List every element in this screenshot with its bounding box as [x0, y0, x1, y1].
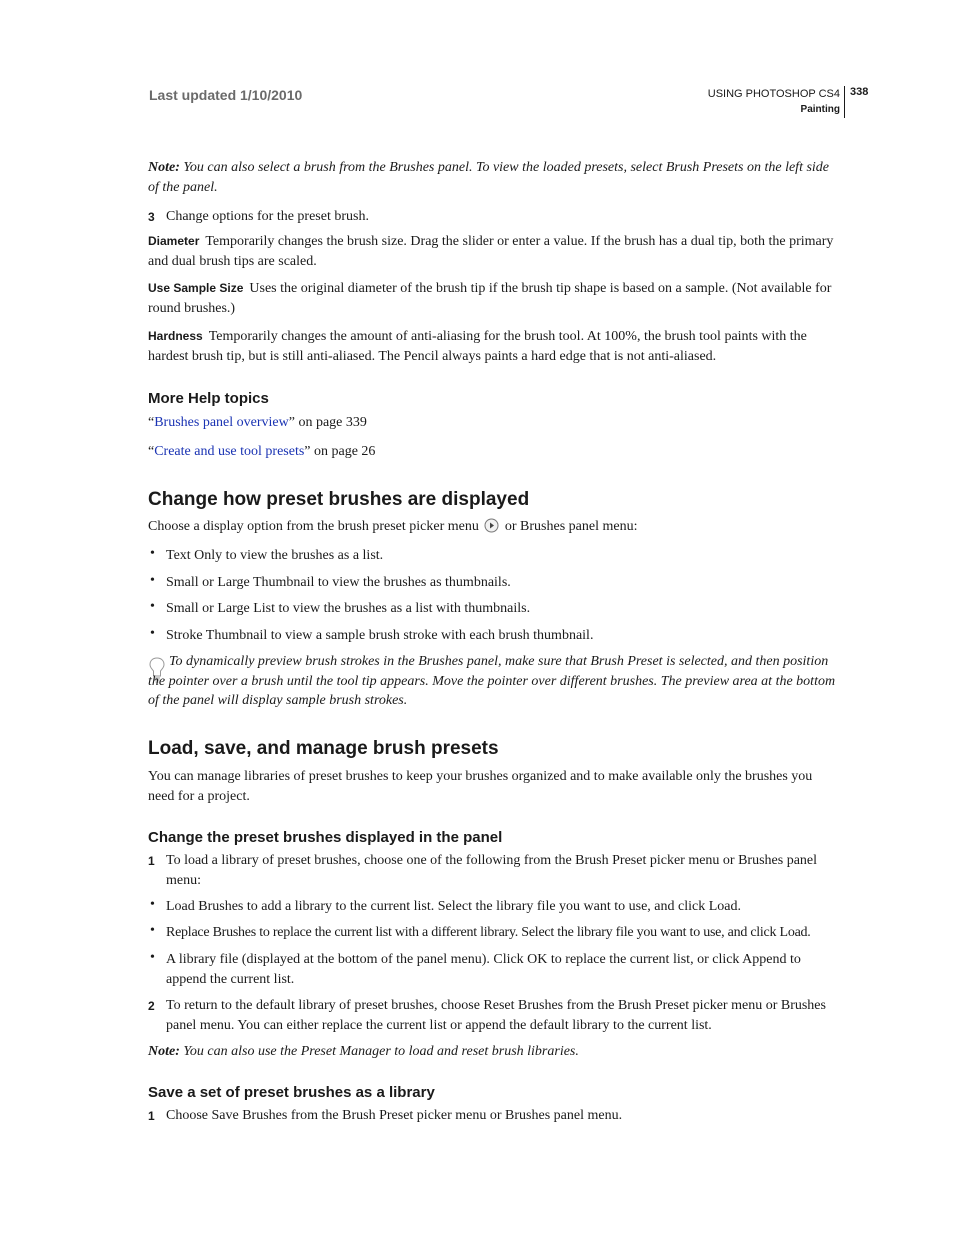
subsection-heading: Change the preset brushes displayed in the panel [148, 829, 503, 846]
section-intro: You can manage libraries of preset brushes to keep your brushes organized and to make available only the brushes you need for a project. [148, 769, 813, 804]
page-number: 338 [850, 86, 869, 98]
option-term: Hardness [148, 329, 203, 343]
list-item: Replace Brushes to replace the current list with a different library. Select the library file you want to use, and click Load. [166, 925, 811, 940]
help-link-item [148, 442, 375, 462]
more-help-heading: More Help topics [148, 390, 269, 407]
option-diameter [148, 232, 842, 271]
intro-before: Choose a display option from the brush preset picker menu [148, 519, 479, 534]
last-updated: Last updated 1/10/2010 [149, 87, 303, 103]
header-rule [844, 86, 845, 118]
step-number: 1 [148, 854, 155, 868]
section-heading: Load, save, and manage brush presets [148, 738, 499, 759]
list-item: A library file (displayed at the bottom of the panel menu). Click OK to replace the current list, or click Append to append the current list. [166, 952, 801, 987]
option-term: Use Sample Size [148, 281, 244, 295]
bullet-mark: • [150, 546, 155, 561]
step-number: 3 [148, 210, 155, 224]
note-paragraph [148, 158, 842, 197]
help-link-item [148, 413, 367, 433]
section-name: Painting [800, 104, 840, 115]
list-item: Small or Large List to view the brushes as a list with thumbnails. [166, 601, 531, 616]
bullet-mark: • [150, 950, 155, 965]
step-text: Change options for the preset brush. [166, 209, 369, 224]
list-item: Stroke Thumbnail to view a sample brush stroke with each brush thumbnail. [166, 628, 594, 643]
page-ref: ” on page 26 [304, 444, 376, 459]
option-term: Diameter [148, 234, 200, 248]
create-tool-presets-link[interactable]: Create and use tool presets [154, 444, 305, 459]
doc-title: USING PHOTOSHOP CS4 [707, 88, 840, 100]
quote-open: “ [148, 415, 155, 430]
subsection-heading: Save a set of preset brushes as a library [148, 1084, 435, 1101]
brushes-panel-overview-link[interactable]: Brushes panel overview [154, 415, 289, 430]
intro-after: or Brushes panel menu: [504, 519, 638, 534]
step-number: 1 [148, 1109, 155, 1123]
step-text: To return to the default library of preset brushes, choose Reset Brushes from the Brush Preset picker menu or Brushes panel menu. You can either replace the current list or append the default library to the current list. [166, 998, 826, 1033]
step-number: 2 [148, 999, 155, 1013]
bullet-mark: • [150, 923, 155, 938]
bullet-mark: • [150, 897, 155, 912]
bullet-mark: • [150, 599, 155, 614]
note-paragraph [148, 1042, 842, 1062]
page-ref: ” on page 339 [288, 415, 367, 430]
bullet-mark: • [150, 626, 155, 641]
quote-open: “ [148, 444, 155, 459]
option-hardness [148, 327, 842, 366]
option-desc: Temporarily changes the amount of anti-aliasing for the brush tool. At 100%, the brush tool paints with the hardest brush tip, but is still anti-aliased. The Pencil always paints a hard edge that is not anti-aliased. [148, 329, 807, 364]
note-text: You can also select a brush from the Brushes panel. To view the loaded presets, select Brush Presets on the left side of the panel. [148, 160, 830, 195]
note-text: You can also use the Preset Manager to load and reset brush libraries. [179, 1044, 579, 1059]
running-header [640, 86, 840, 118]
list-item: Small or Large Thumbnail to view the brushes as thumbnails. [166, 575, 511, 590]
section-heading: Change how preset brushes are displayed [148, 489, 530, 510]
list-item: Load Brushes to add a library to the current list. Select the library file you want to use, and click Load. [166, 899, 741, 914]
step-text: To load a library of preset brushes, choose one of the following from the Brush Preset picker menu or Brushes panel menu: [166, 853, 818, 888]
bullet-mark: • [150, 573, 155, 588]
tip-paragraph: To dynamically preview brush strokes in the Brushes panel, make sure that Brush Preset is selected, and then position the pointer over a brush until the tool tip appears. Move the pointer over different brushes. The preview area at the bottom of the panel will display sample brush strokes. [148, 654, 836, 708]
list-item: Text Only to view the brushes as a list. [166, 548, 384, 563]
option-desc: Uses the original diameter of the brush tip if the brush tip shape is based on a sample. (Not available for round brushes.) [148, 281, 832, 316]
option-desc: Temporarily changes the brush size. Drag the slider or enter a value. If the brush has a dual tip, both the primary and dual brush tips are scaled. [148, 234, 834, 269]
section-intro [148, 517, 842, 540]
note-label: Note: [148, 160, 180, 175]
step-text: Choose Save Brushes from the Brush Preset picker menu or Brushes panel menu. [166, 1108, 623, 1123]
note-label: Note: [148, 1044, 180, 1059]
option-use-sample-size [148, 279, 842, 318]
circle-arrow-right-icon [484, 518, 499, 540]
